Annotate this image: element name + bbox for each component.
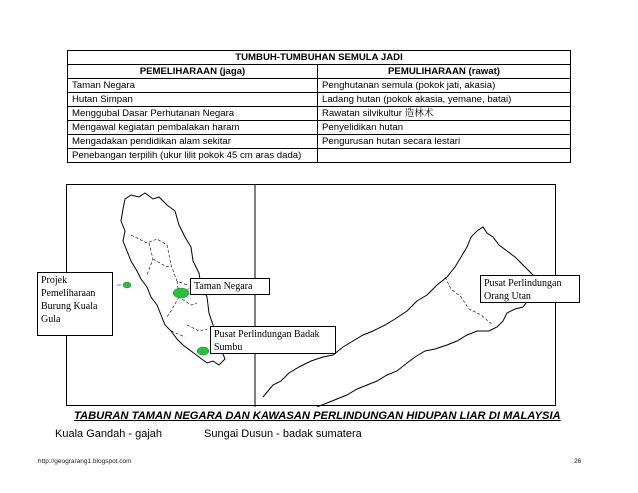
- conservation-table: [67, 50, 571, 163]
- table-row: [68, 107, 571, 121]
- table-cell: Penebangan terpilih (ukur lilit pokok 45 cm aras dada): [68, 149, 318, 163]
- table-title: TUMBUH-TUMBUHAN SEMULA JADI: [68, 51, 571, 65]
- table-cell: Menggubal Dasar Perhutanan Negara: [68, 107, 318, 121]
- area-taman-negara: [173, 288, 189, 298]
- table-cell: [318, 149, 571, 163]
- borneo-outline: [263, 227, 545, 407]
- page-number: 26: [574, 458, 582, 465]
- table-cell: Ladang hutan (pokok akasia, yemane, batai): [318, 93, 571, 107]
- table-row: [68, 79, 571, 93]
- callout-badak-sumbu: Pusat Perlindungan Badak Sumbu: [210, 326, 336, 354]
- callout-kuala-gula: Projek Pemeliharaan Burung Kuala Gula: [37, 272, 113, 336]
- table-row: [68, 135, 571, 149]
- table-row: [68, 149, 571, 163]
- area-kuala-gula: [123, 282, 131, 288]
- column-header-pemeliharaan: PEMELIHARAAN (jaga): [68, 65, 318, 79]
- map-caption: TABURAN TAMAN NEGARA DAN KAWASAN PERLINDUNGAN HIDUPAN LIAR DI MALAYSIA: [74, 410, 561, 422]
- callout-taman-negara: Taman Negara: [190, 278, 270, 295]
- table-cell: Hutan Simpan: [68, 93, 318, 107]
- table-cell: Penyelidikan hutan: [318, 121, 571, 135]
- table-row: [68, 121, 571, 135]
- footer-url: http://geograrang1.blogspot.com: [38, 458, 132, 465]
- table-cell: Pengurusan hutan secara lestari: [318, 135, 571, 149]
- table-cell: Mengawal kegiatan pembalakan haram: [68, 121, 318, 135]
- table-cell: Taman Negara: [68, 79, 318, 93]
- table-cell: Rawatan silvikultur 造林术: [318, 107, 571, 121]
- area-badak-sumbu: [197, 347, 209, 355]
- species-kuala-gandah: Kuala Gandah - gajah: [55, 428, 163, 440]
- species-sungai-dusun: Sungai Dusun - badak sumatera: [204, 428, 362, 440]
- callout-orang-utan: Pusat Perlindungan Orang Utan: [480, 275, 580, 303]
- table-cell: Penghutanan semula (pokok jati, akasia): [318, 79, 571, 93]
- table-cell: Mengadakan pendidikan alam sekitar: [68, 135, 318, 149]
- table-row: [68, 93, 571, 107]
- column-header-pemuliharaan: PEMULIHARAAN (rawat): [318, 65, 571, 79]
